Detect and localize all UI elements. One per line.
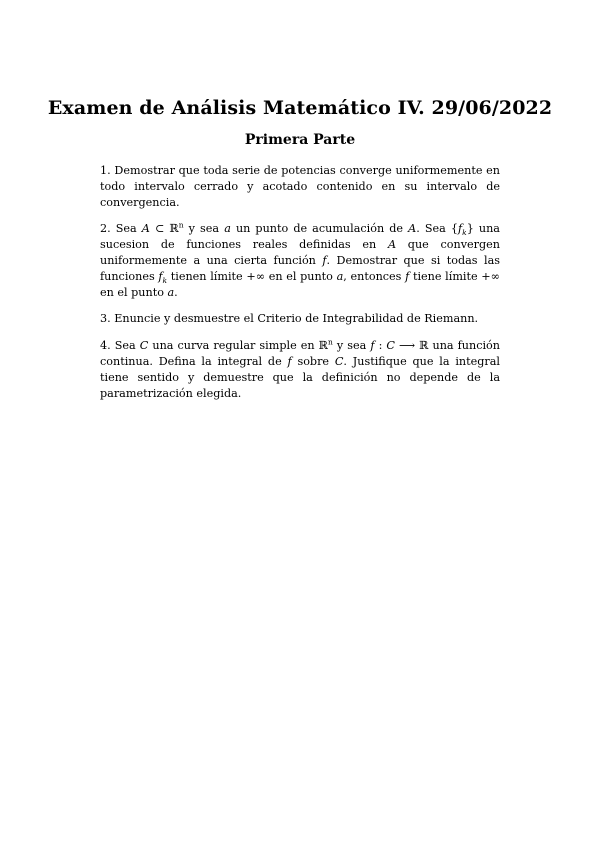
problem-text: . Sea { [416,222,458,236]
problem-text: 4. Sea [100,339,140,353]
problem-text: tienen límite +∞ en el punto [167,269,337,283]
problem-text: tiene límite +∞ en el punto [100,269,500,299]
math-symbol: f [458,222,463,236]
problem-4 [100,338,500,401]
exam-subtitle: Primera Parte [244,132,356,148]
math-symbol: f [287,354,292,368]
problem-text: ⟶ ℝ una función continua. Defina la integral de [100,339,500,368]
problem-text: } una sucesion de funciones reales definidas en [100,222,500,252]
problem-text: un punto de acumulación de [230,222,409,236]
problem-text: una curva regular simple en ℝ [148,339,328,353]
math-symbol: A [387,238,397,252]
problem-3-text: 3. Enuncie y desmuestre el Criterio de Integrabilidad de Riemann. [100,312,479,326]
problem-text: y sea [332,339,371,353]
exam-title: Examen de Análisis Matemático IV. 29/06/2022 [47,97,553,119]
math-symbol: a [224,222,231,236]
math-symbol: f [370,339,375,353]
math-symbol: C [386,339,395,353]
problem-2 [100,221,500,300]
math-symbol: f [158,269,163,283]
math-symbol: A [408,222,417,236]
math-superscript: n [327,337,333,347]
problem-text: . Demostrar que si todas las funciones [100,253,500,283]
problem-text: . Justifique que la integral tiene sentido y demuestre que la definición no depende de la parametrización elegida. [100,354,500,400]
math-symbol: C [139,339,149,353]
math-superscript: n [178,220,184,230]
problem-text: . [174,285,178,299]
problem-text: sobre [291,354,335,368]
problem-3 [100,311,500,327]
problem-text: , entonces [343,269,406,283]
problem-text: : [374,339,387,353]
problem-text: ⊂ ℝ [149,222,179,236]
math-symbol: f [405,269,410,283]
math-subscript: k [462,228,467,238]
problem-text: 2. Sea [100,222,142,236]
math-symbol: a [336,269,344,283]
math-symbol: f [322,253,327,267]
problem-text: que convergen uniformemente a una cierta función [100,238,500,267]
math-symbol: C [334,354,344,368]
math-symbol: a [167,285,175,299]
problem-1 [100,163,500,210]
problem-list [100,163,500,412]
math-symbol: A [141,222,150,236]
problem-text: y sea [183,222,225,236]
math-subscript: k [162,276,168,286]
problem-1-text: 1. Demostrar que toda serie de potencias converge uniformemente en todo intervalo cerrado y acotado contenido en su intervalo de convergencia. [100,164,500,209]
